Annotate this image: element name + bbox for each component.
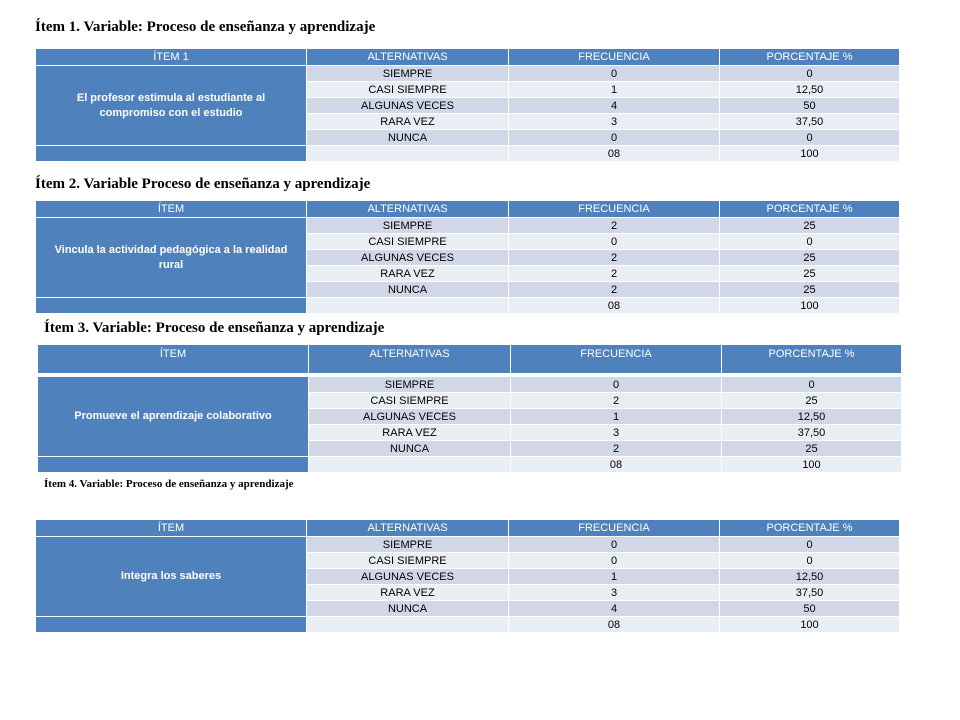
blank-cell [309, 457, 511, 473]
total-frequency: 08 [509, 298, 720, 314]
frequency-cell: 1 [509, 82, 720, 98]
table-2 [35, 200, 900, 314]
percentage-cell: 12,50 [722, 409, 902, 425]
blank-cell [36, 617, 307, 633]
frequency-cell: 3 [509, 585, 720, 601]
porcentaje-header: PORCENTAJE % [722, 345, 902, 374]
percentage-cell: 25 [720, 282, 900, 298]
percentage-cell: 37,50 [722, 425, 902, 441]
frequency-cell: 2 [509, 250, 720, 266]
frequency-cell: 2 [511, 393, 722, 409]
percentage-cell: 0 [720, 553, 900, 569]
total-row [36, 298, 900, 314]
total-frequency: 08 [511, 457, 722, 473]
frequency-cell: 3 [511, 425, 722, 441]
percentage-cell: 37,50 [720, 585, 900, 601]
table-row [38, 377, 902, 393]
header-row [36, 49, 900, 66]
total-percentage: 100 [722, 457, 902, 473]
percentage-cell: 25 [720, 266, 900, 282]
total-row [38, 457, 902, 473]
total-row [36, 617, 900, 633]
table-3 [37, 344, 902, 473]
percentage-cell: 25 [722, 441, 902, 457]
item-header: ÍTEM [36, 201, 307, 218]
percentage-cell: 12,50 [720, 82, 900, 98]
blank-cell [36, 298, 307, 314]
alternative-cell: CASI SIEMPRE [309, 393, 511, 409]
percentage-cell: 0 [720, 537, 900, 553]
alternative-cell: SIEMPRE [307, 66, 509, 82]
header-row [38, 345, 902, 374]
table-4 [35, 519, 900, 633]
alternative-cell: ALGUNAS VECES [307, 98, 509, 114]
frecuencia-header: FRECUENCIA [511, 345, 722, 374]
blank-cell [307, 146, 509, 162]
item-label: Integra los saberes [36, 537, 307, 617]
porcentaje-header: PORCENTAJE % [720, 520, 900, 537]
frequency-cell: 0 [511, 377, 722, 393]
alternative-cell: NUNCA [309, 441, 511, 457]
header-row [36, 520, 900, 537]
frequency-cell: 4 [509, 601, 720, 617]
alternative-cell: RARA VEZ [307, 114, 509, 130]
header-row [36, 201, 900, 218]
total-percentage: 100 [720, 146, 900, 162]
frecuencia-header: FRECUENCIA [509, 201, 720, 218]
table-4-title: Ítem 4. Variable: Proceso de enseñanza y aprendizaje [44, 478, 294, 490]
item-label: Promueve el aprendizaje colaborativo [38, 377, 309, 457]
blank-cell [36, 146, 307, 162]
percentage-cell: 50 [720, 601, 900, 617]
percentage-cell: 25 [720, 218, 900, 234]
alternative-cell: CASI SIEMPRE [307, 553, 509, 569]
table-2-title: Ítem 2. Variable Proceso de enseñanza y aprendizaje [35, 176, 371, 192]
table-3-title: Ítem 3. Variable: Proceso de enseñanza y aprendizaje [44, 320, 385, 336]
item-header: ÍTEM [38, 345, 309, 374]
frequency-cell: 2 [509, 282, 720, 298]
frequency-cell: 0 [509, 66, 720, 82]
frequency-cell: 2 [509, 266, 720, 282]
alternative-cell: CASI SIEMPRE [307, 82, 509, 98]
percentage-cell: 0 [720, 66, 900, 82]
porcentaje-header: PORCENTAJE % [720, 49, 900, 66]
alternative-cell: NUNCA [307, 130, 509, 146]
total-frequency: 08 [509, 617, 720, 633]
percentage-cell: 50 [720, 98, 900, 114]
alternativas-header: ALTERNATIVAS [307, 520, 509, 537]
alternative-cell: RARA VEZ [307, 266, 509, 282]
alternativas-header: ALTERNATIVAS [307, 201, 509, 218]
alternative-cell: RARA VEZ [307, 585, 509, 601]
alternative-cell: NUNCA [307, 282, 509, 298]
table-row [36, 66, 900, 82]
table-1 [35, 48, 900, 162]
alternative-cell: SIEMPRE [309, 377, 511, 393]
table-row [36, 537, 900, 553]
item-label: Vincula la actividad pedagógica a la realidad rural [36, 218, 307, 298]
total-percentage: 100 [720, 298, 900, 314]
alternative-cell: NUNCA [307, 601, 509, 617]
blank-cell [307, 617, 509, 633]
frequency-cell: 0 [509, 553, 720, 569]
frequency-cell: 2 [509, 218, 720, 234]
frequency-cell: 0 [509, 537, 720, 553]
frequency-cell: 2 [511, 441, 722, 457]
total-frequency: 08 [509, 146, 720, 162]
item-label: El profesor estimula al estudiante al compromiso con el estudio [36, 66, 307, 146]
alternative-cell: ALGUNAS VECES [309, 409, 511, 425]
table-1-title: Ítem 1. Variable: Proceso de enseñanza y aprendizaje [35, 19, 376, 35]
frequency-cell: 1 [509, 569, 720, 585]
frequency-cell: 3 [509, 114, 720, 130]
percentage-cell: 25 [722, 393, 902, 409]
alternative-cell: ALGUNAS VECES [307, 250, 509, 266]
alternative-cell: SIEMPRE [307, 537, 509, 553]
total-percentage: 100 [720, 617, 900, 633]
blank-cell [38, 457, 309, 473]
frecuencia-header: FRECUENCIA [509, 520, 720, 537]
percentage-cell: 12,50 [720, 569, 900, 585]
total-row [36, 146, 900, 162]
item-header: ÍTEM [36, 520, 307, 537]
blank-cell [307, 298, 509, 314]
item-header: ÍTEM 1 [36, 49, 307, 66]
porcentaje-header: PORCENTAJE % [720, 201, 900, 218]
alternative-cell: SIEMPRE [307, 218, 509, 234]
frequency-cell: 0 [509, 234, 720, 250]
table-row [36, 218, 900, 234]
alternative-cell: RARA VEZ [309, 425, 511, 441]
alternativas-header: ALTERNATIVAS [307, 49, 509, 66]
alternative-cell: CASI SIEMPRE [307, 234, 509, 250]
frecuencia-header: FRECUENCIA [509, 49, 720, 66]
percentage-cell: 0 [720, 234, 900, 250]
alternativas-header: ALTERNATIVAS [309, 345, 511, 374]
percentage-cell: 0 [722, 377, 902, 393]
frequency-cell: 0 [509, 130, 720, 146]
frequency-cell: 4 [509, 98, 720, 114]
percentage-cell: 25 [720, 250, 900, 266]
percentage-cell: 37,50 [720, 114, 900, 130]
percentage-cell: 0 [720, 130, 900, 146]
alternative-cell: ALGUNAS VECES [307, 569, 509, 585]
frequency-cell: 1 [511, 409, 722, 425]
